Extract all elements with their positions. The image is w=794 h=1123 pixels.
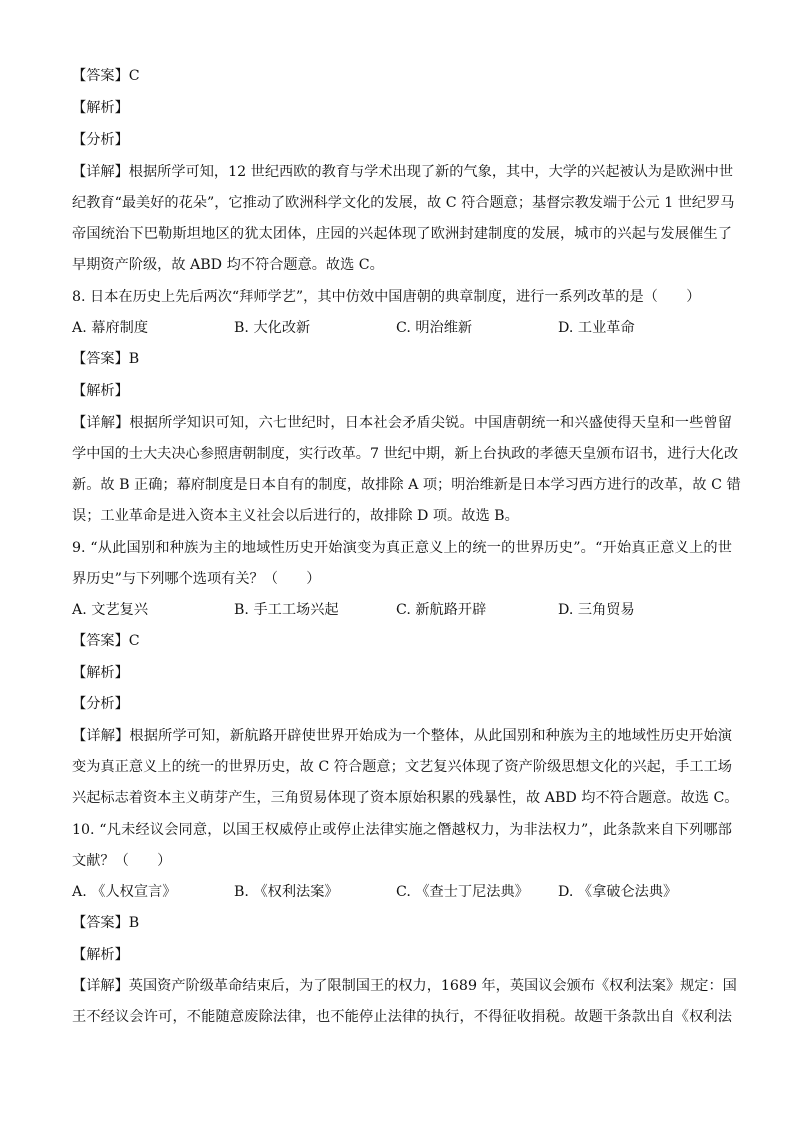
q9-option-d: D. 三角贸易 bbox=[558, 602, 635, 618]
explanation-line: 学中国的士大夫决心参照唐朝制度，实行改革。7 世纪中期，新上台执政的孝德天皇颁布诏书，进行大化改 bbox=[72, 446, 739, 462]
explanation-line: 兴起标志着资本主义萌芽产生，三角贸易体现了资本原始积累的残暴性，故 ABD 均不符合题意。故选 C。 bbox=[72, 790, 739, 806]
question-8: 8. 日本在历史上先后两次“拜师学艺”，其中仿效中国唐朝的典章制度，进行一系列改革的是（ ） bbox=[72, 289, 701, 305]
analysis-label: 【解析】 bbox=[72, 947, 129, 963]
fenxi-label: 【分析】 bbox=[72, 696, 129, 712]
q10-option-c: C. 《查士丁尼法典》 bbox=[396, 884, 529, 900]
explanation-line: 【详解】英国资产阶级革命结束后，为了限制国王的权力，1689 年，英国议会颁布《权利法案》规定：国 bbox=[72, 978, 737, 994]
q9-option-c: C. 新航路开辟 bbox=[396, 602, 487, 618]
explanation-line: 【详解】根据所学知识可知，六七世纪时，日本社会矛盾尖锐。中国唐朝统一和兴盛使得天皇和一些曾留 bbox=[72, 415, 732, 431]
answer-label: 【答案】C bbox=[72, 68, 140, 84]
answer-label: 【答案】B bbox=[72, 351, 140, 367]
analysis-label: 【解析】 bbox=[72, 665, 129, 681]
q8-option-c: C. 明治维新 bbox=[396, 320, 473, 336]
q10-option-b: B. 《权利法案》 bbox=[234, 884, 339, 900]
fenxi-label: 【分析】 bbox=[72, 132, 129, 148]
q8-option-a: A. 幕府制度 bbox=[72, 320, 149, 336]
explanation-line: 纪教育“最美好的花朵”，它推动了欧洲科学文化的发展，故 C 符合题意；基督宗教发端于公元 1 世纪罗马 bbox=[72, 195, 735, 211]
answer-label: 【答案】B bbox=[72, 915, 140, 931]
q8-option-d: D. 工业革命 bbox=[558, 320, 635, 336]
explanation-line: 王不经议会许可，不能随意废除法律，也不能停止法律的执行，不得征收捐税。故题干条款出自《权利法 bbox=[72, 1009, 732, 1025]
question-9-cont: 界历史”与下列哪个选项有关？（ ） bbox=[72, 571, 321, 587]
q8-option-b: B. 大化改新 bbox=[234, 320, 311, 336]
question-10-cont: 文献？（ ） bbox=[72, 853, 172, 869]
explanation-line: 【详解】根据所学可知，新航路开辟使世界开始成为一个整体，从此国别和种族为主的地域性历史开始演 bbox=[72, 728, 732, 744]
explanation-line: 变为真正意义上的统一的世界历史，故 C 符合题意；文艺复兴体现了资产阶级思想文化的兴起，手工工场 bbox=[72, 759, 732, 775]
q10-option-d: D. 《拿破仑法典》 bbox=[558, 884, 678, 900]
explanation-line: 帝国统治下巴勒斯坦地区的犹太团体，庄园的兴起体现了欧洲封建制度的发展，城市的兴起与发展催生了 bbox=[72, 226, 732, 242]
analysis-label: 【解析】 bbox=[72, 383, 129, 399]
question-9: 9. “从此国别和种族为主的地域性历史开始演变为真正意义上的统一的世界历史”。“开始真正意义上的世 bbox=[72, 540, 732, 556]
q9-option-a: A. 文艺复兴 bbox=[72, 602, 149, 618]
explanation-line: 误；工业革命是进入资本主义社会以后进行的，故排除 D 项。故选 B。 bbox=[72, 508, 519, 524]
q9-option-b: B. 手工工场兴起 bbox=[234, 602, 339, 618]
analysis-label: 【解析】 bbox=[72, 100, 129, 116]
explanation-line: 新。故 B 正确；幕府制度是日本自有的制度，故排除 A 项；明治维新是日本学习西方进行的改革，故 C 错 bbox=[72, 477, 741, 493]
answer-label: 【答案】C bbox=[72, 633, 140, 649]
explanation-line: 早期资产阶级，故 ABD 均不符合题意。故选 C。 bbox=[72, 257, 384, 273]
question-10: 10. “凡未经议会同意，以国王权威停止或停止法律实施之僭越权力，为非法权力”，此条款来自下列哪部 bbox=[72, 822, 732, 838]
q10-option-a: A. 《人权宣言》 bbox=[72, 884, 177, 900]
explanation-line: 【详解】根据所学可知，12 世纪西欧的教育与学术出现了新的气象，其中，大学的兴起被认为是欧洲中世 bbox=[72, 164, 734, 180]
